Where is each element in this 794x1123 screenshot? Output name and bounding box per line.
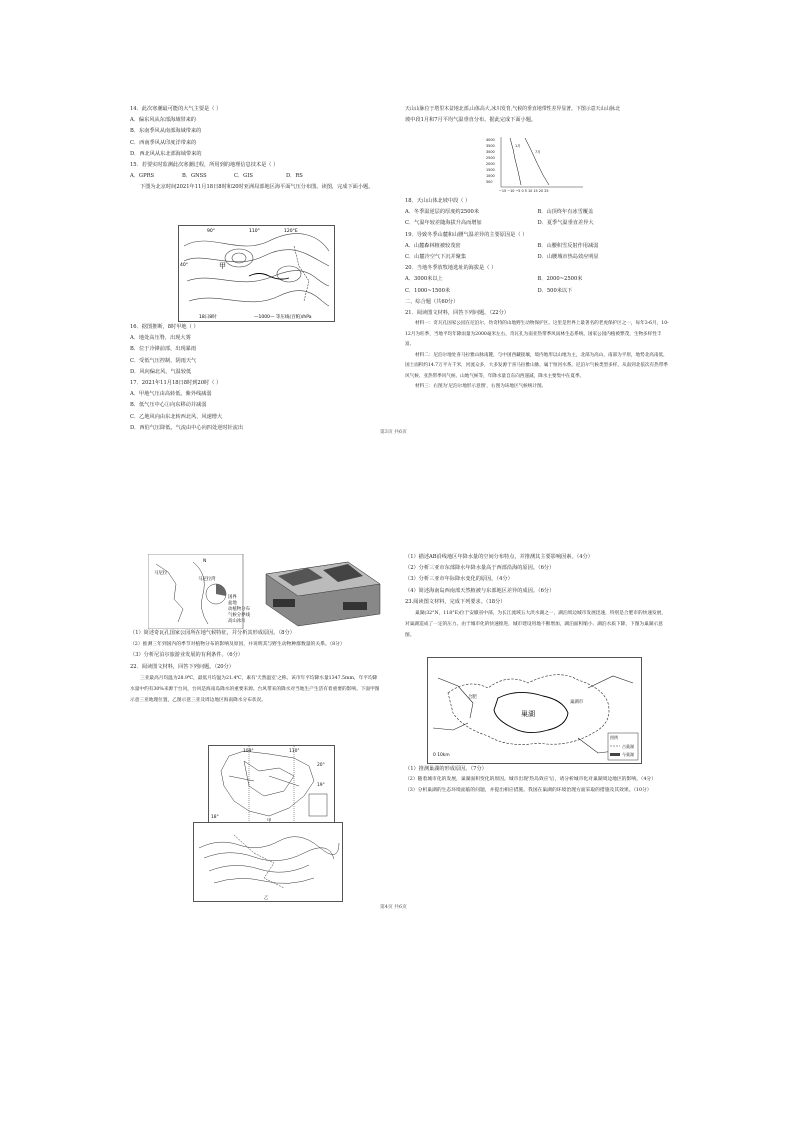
question-text: 三亚最高月均温为28.9℃，最低月均温为21.4℃，素有'天然温室'之称。该市年平均降水量1347.5mm，年平均降水量中约有30%来源于台风，台风是海南岛降水的重要来源。台风带来的降水对当地生产生活有着重要的影响。下面甲图示意三亚地理位置，乙图示意三亚及周边地区海南降水分布状况。 — [130, 675, 380, 703]
option: D．500米以下 — [537, 287, 573, 294]
fig-label: 马尼拉 — [154, 571, 168, 576]
text-line: 19．导致冬季山麓和山腰气温差异的主要原因是（ ） — [405, 231, 528, 238]
fig-legend: 国界 — [228, 595, 237, 600]
y-tick: 500 — [486, 180, 493, 184]
text-line: 14．此次寒潮最可能的大气主要是（ ） — [130, 106, 222, 112]
option: A．山麓森林植被较茂密 — [405, 242, 461, 249]
text-line: D．西伯气压降低，气流由中心向四处逆时针流出 — [130, 424, 244, 431]
page-footer: 第3页 共6页 — [380, 430, 407, 435]
y-tick: 1000 — [486, 174, 495, 178]
curve-label: 1月 — [515, 144, 521, 148]
question-heading: 23.阅读图文材料，完成下列要求。（18分） — [405, 598, 506, 605]
north-label: N — [203, 559, 207, 564]
p2-right-col — [405, 552, 670, 641]
y-tick: 2000 — [486, 162, 495, 166]
text-line: 15．若要实时监测此次寒潮过程，所用到的地理信息技术是（ ） — [130, 162, 279, 169]
text-line: （3）分析巢湖的生态环境面临的问题，并提出相应措施。我国在巢湖的环境治理方面采取的措施及其效果。（10分） — [405, 787, 652, 793]
text-line: A．偏东风从东部海域带来的 — [130, 117, 196, 124]
text-line: （2）分析三亚市东部降水年降水量高于西部沿海的原因。（6分） — [405, 565, 555, 572]
question-heading: 22．阅读图文材料，回答下列问题。（20分） — [130, 663, 234, 670]
option: A．GPRS — [130, 173, 155, 180]
text-line: A．地处高压脊，出现大雾 — [130, 335, 191, 342]
x-ticks: −15 −10 −5 0 5 10 15 20 25 — [499, 189, 549, 193]
y-tick: 3500 — [486, 144, 495, 148]
text-line: B．东南季风从南部海域带来的 — [130, 128, 202, 135]
p2-left-col — [130, 628, 380, 706]
q15-options — [130, 171, 380, 182]
chaohu-map — [427, 657, 642, 764]
lat-label: 18° — [211, 815, 219, 820]
nepal-figure — [148, 554, 383, 629]
legend-item: 今巢湖 — [622, 752, 634, 757]
fig-legend: 高山冰川 — [228, 619, 246, 624]
q18-options — [405, 207, 670, 218]
option: C．山麓冷空气下沉并聚集 — [405, 254, 467, 261]
page-footer: 第4页 共6页 — [380, 905, 407, 910]
p1-left-col-2 — [130, 322, 380, 434]
legend-title: 图例 — [610, 735, 618, 740]
pressure-map — [178, 225, 335, 322]
text-line: 坡中段1月和7月平均气温垂直分布。据此完成下面小题。 — [405, 117, 537, 124]
hainan-map-jia — [208, 745, 335, 825]
map-legend: —1000— 等压线(百帕)/hPa — [254, 315, 312, 320]
map-time-label: 18日8时 — [199, 315, 217, 320]
lat-label: 19° — [317, 783, 325, 788]
city-label: 巢湖市 — [570, 700, 584, 705]
text-line: B．位于冷锋前部，出现暴雨 — [130, 346, 197, 353]
lat-label: 40° — [180, 263, 188, 268]
p2-right-col-2 — [405, 764, 670, 796]
fig-legend: 盆地 — [228, 601, 237, 606]
text-line: D．风向偏北风，气温较低 — [130, 368, 192, 375]
text-line: （2）随着城市化的发展，巢湖面积变化的原因。城市出现'热岛效应'后，请分析城市化对巢湖周边地区的影响。（4分） — [405, 777, 656, 783]
option: C．GIS — [234, 173, 253, 180]
material-text: 材料二：尼泊尔地处喜马拉雅山脉南麓，与中国西藏接壤，境内地形以山地为主，北部为高山，南部为平原，地势北高南低，国土面积约14.7万平方千米，河流众多，大多发源于喜马拉雅山脉，属于恒河水系。尼泊尔气候类型多样，从南到北依次有热带季风气候、亚热带季风气候、山地气候等，年降水量自东向西递减，降水主要集中在夏季。 — [405, 352, 668, 379]
text-line: （2）推测三年到国内的季节对植物分布的影响及原因，并说明其与野生动物种群数量的关系。（8分） — [130, 642, 345, 648]
option: B．山顶终年有冰雪覆盖 — [537, 209, 594, 216]
question-heading: 21．阅读图文材料，回答下列问题。（22分） — [405, 310, 509, 317]
text-line: B．低气压中心①向东移动并减弱 — [130, 402, 207, 409]
map-label-jia: 甲 — [219, 262, 226, 270]
lon-label: 109° — [243, 749, 254, 754]
text-line: C．乙地风向由东北转西北风，风速增大 — [130, 413, 223, 420]
option: C．1000~1500米 — [405, 287, 451, 294]
legend-item: 古巢湖 — [622, 744, 634, 749]
q20-options — [405, 274, 670, 285]
option: A．3000米以上 — [405, 276, 443, 283]
option: D．夏季气温垂直差异大 — [537, 220, 594, 227]
q20-options — [405, 286, 670, 297]
city-label: 合肥 — [468, 695, 477, 700]
y-tick: 1500 — [486, 168, 495, 172]
section-heading: 二、综合题（共60分） — [405, 298, 459, 305]
intro-text: 下图为北京时间2021年11月18日8时和20时亚洲局部地区海平面气压分布图。读图，完成下面小题。 — [140, 184, 374, 191]
q18-options — [405, 218, 670, 229]
text-line: （1）描述AB沿线地区年降水量的空间分布特点，并推测其主要影响因素。（4分） — [405, 554, 593, 560]
p1-left-col — [130, 104, 380, 194]
text-line: C．受低气压控制，阴雨天气 — [130, 357, 197, 364]
text-line: C．西南季风从印度洋带来的 — [130, 139, 197, 146]
text-line: （4）简述海南岛西南部天然植被与东部地区差异的成因。（6分） — [405, 587, 555, 594]
option: B．2000~2500米 — [537, 276, 583, 283]
text-line: A．甲地气压由高转低，紫外线减弱 — [130, 391, 212, 398]
text-line: （1）简述奇瓦孔国家公园所在地气候特征，并分析其形成原因。（8分） — [130, 630, 295, 636]
y-tick: 4000 — [486, 138, 495, 142]
q19-options — [405, 252, 670, 263]
material-text: 材料三：右图为'尼泊尔地形示意图'，右图为该地区气候统计图。 — [415, 384, 547, 390]
q19-options — [405, 241, 670, 252]
lon-label: 110° — [249, 229, 260, 234]
hainan-map-yi — [193, 822, 343, 902]
text-line: 17．2021年11月18日8时到20时（ ） — [130, 380, 222, 387]
fig-legend: 气候分界线 — [228, 613, 250, 618]
temperature-graph — [485, 135, 585, 195]
text-line: （1）推测巢湖的形成原因。（7分） — [405, 766, 487, 772]
curve-label: 7月 — [535, 150, 541, 154]
map-caption: 乙 — [264, 896, 269, 901]
fig-legend: 动植物分布 — [228, 607, 250, 612]
option: D．RS — [286, 173, 303, 180]
lon-label: 90° — [207, 229, 215, 234]
text-line: D．西北风从东北部海域带来的 — [130, 150, 202, 157]
lon-label: 120°E — [284, 229, 298, 234]
text-line: （3）分析尼泊尔旅游业发展的有利条件。（6分） — [130, 652, 243, 659]
scale-label: 0 10km — [433, 753, 450, 758]
option: C．气温年较差随海拔升高而增加 — [405, 220, 482, 227]
option: A．冬季温逆层的厚度约2500米 — [405, 209, 480, 216]
lon-label: 110° — [289, 749, 300, 754]
text-line: （3）分析三亚市年际降水变化的原因。（4分） — [405, 576, 513, 583]
fig-label: 马尼拉湾 — [198, 577, 216, 582]
text-line: 18．天山山体北坡中段（ ） — [405, 198, 471, 204]
text-line: 20．当地冬季放牧地选址的海拔是（ ） — [405, 265, 497, 272]
lake-label: 巢湖 — [521, 710, 535, 718]
option: B．GNSS — [182, 173, 207, 180]
y-tick: 2500 — [486, 156, 495, 160]
lat-label: 20° — [317, 763, 325, 768]
p1-right-col — [405, 104, 670, 126]
text-line: 16．据图推断，8时甲地（ ） — [130, 324, 199, 330]
text-line: 天山山脉位于塔里木盆地北部,山体高大,冰川发育,气候的垂直地带性差异显著。下图示意天山山脉北 — [405, 106, 620, 112]
option: D．山腰城市热岛效应明显 — [537, 254, 599, 261]
material-text: 材料一：奇瓦孔国家公园在尼泊尔，伪奇特的山地野生动物保护区。这里是世界上最著名的老虎保护区之一，每年3-6月，10-12月为旺季，当地平均年降雨量为2000毫米左右，奇瓦孔为南亚热带季风雨林生态系统，国家公园内植被繁茂，生物多样性丰富。 — [405, 321, 669, 348]
question-text: 巢湖(32°N，118°E)位于安徽省中部，为长江流域五大淡水湖之一，湖泊周边城市发展迅速，特别是合肥市的快速发展，对巢湖造成了一定的压力。由于城市化的快速推进，城市建设用地不断增加，湖泊面积缩小、湖泊水质下降，下图为巢湖示意图。 — [405, 611, 667, 639]
p1-right-col-2 — [405, 196, 670, 393]
y-tick: 3000 — [486, 150, 495, 154]
option: B．山腰积雪反射作用减弱 — [537, 242, 599, 249]
